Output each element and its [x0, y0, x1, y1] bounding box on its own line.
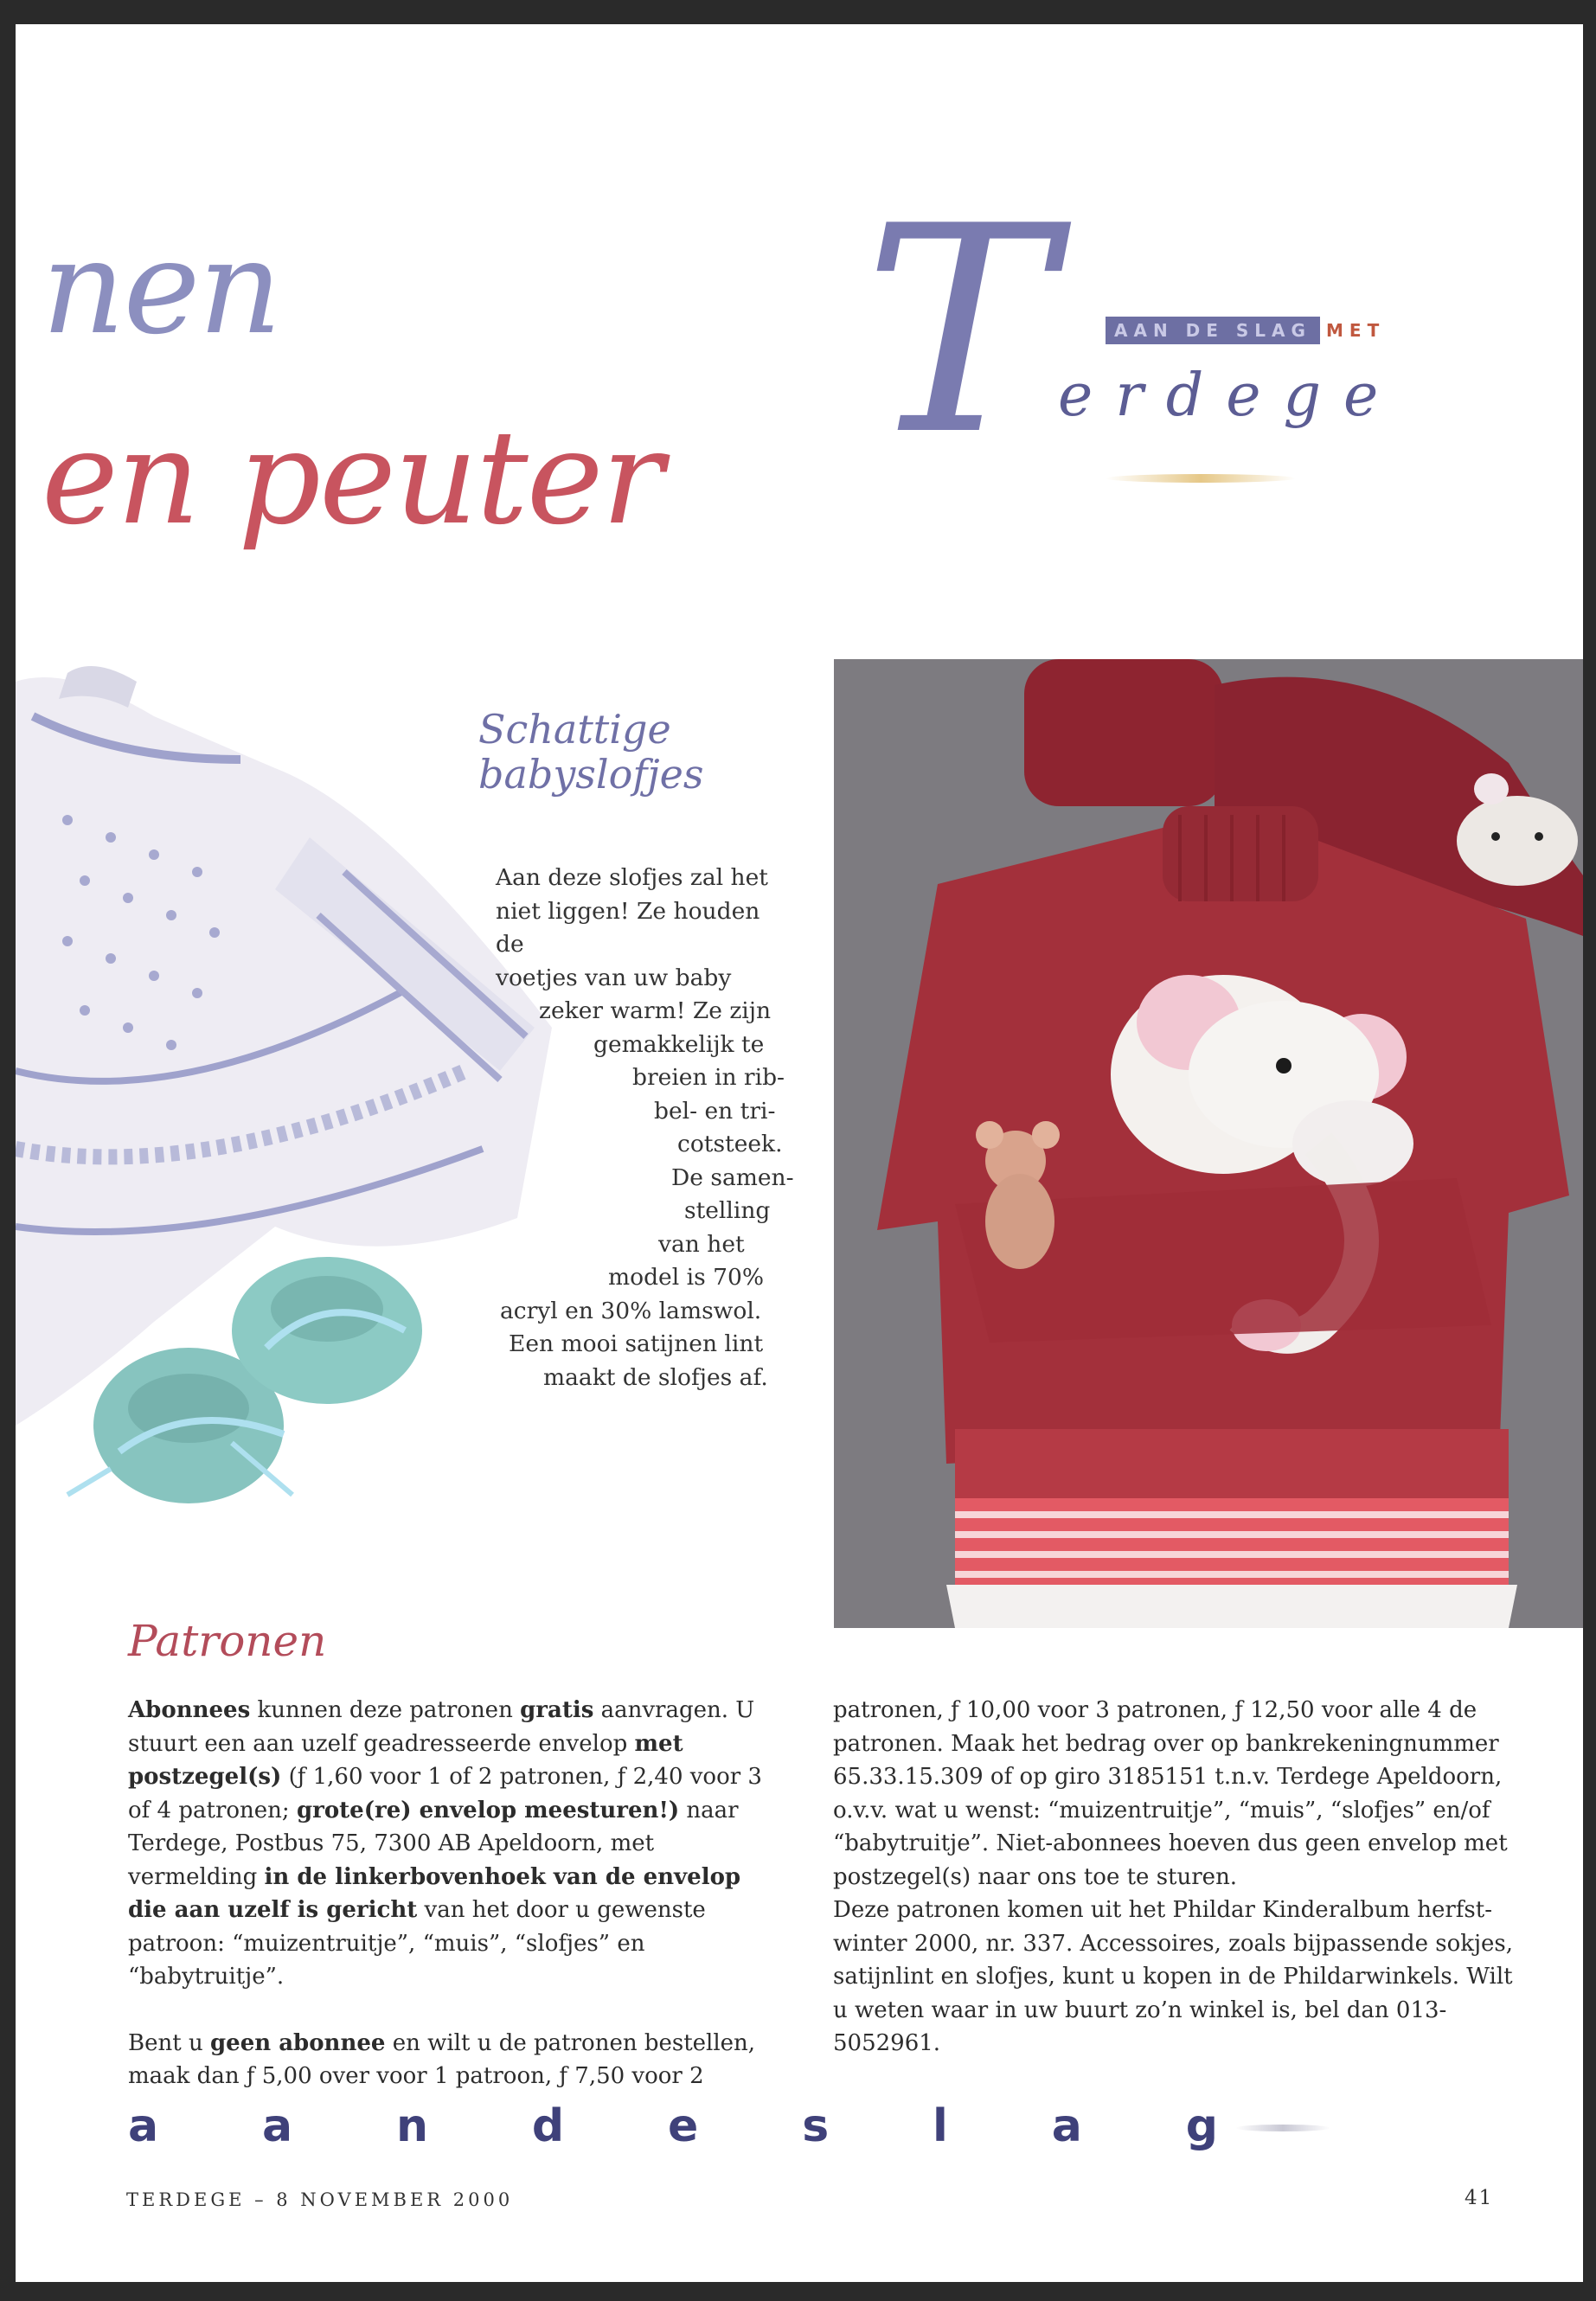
intro-line: acryl en 30% lamswol. [500, 1297, 762, 1324]
intro-line: maakt de slofjes af. [543, 1363, 768, 1391]
bold-text: gratis [520, 1697, 594, 1723]
bold-text: geen abonnee [209, 2029, 386, 2056]
banner-letter: d [531, 2100, 565, 2152]
banner-letter: e [668, 2100, 699, 2152]
photo-mouse-sweater [834, 659, 1583, 1628]
magazine-page [16, 24, 1583, 2282]
body-column-left [128, 1694, 785, 2093]
logo-tag: AAN DE SLAG [1106, 317, 1320, 344]
banner-letter: a [261, 2100, 293, 2152]
text: (ƒ 1,60 voor 1 of 2 patronen, ƒ 2,40 voor 3 of 4 patronen; [128, 1764, 762, 1823]
headline-line-1: nen [42, 213, 280, 363]
paragraph-geen-abonnee [128, 2027, 785, 2093]
banner-letter: a [128, 2100, 159, 2152]
text: Bent u [128, 2029, 210, 2056]
logo-name: erdege [1058, 362, 1401, 430]
intro-line: Aan deze slofjes zal het [496, 864, 768, 891]
intro-line: voetjes van uw baby [496, 964, 732, 991]
logo-initial: T [863, 165, 1054, 497]
banner-letter: n [395, 2100, 428, 2152]
terdege-logo [846, 165, 1469, 500]
banner-letter: s [802, 2100, 830, 2152]
text: kunnen deze patronen [250, 1697, 521, 1723]
intro-line: niet liggen! Ze houden de [496, 897, 760, 958]
bold-text: met postzegel(s) [128, 1730, 683, 1790]
intro-line: zeker warm! Ze zijn [539, 997, 772, 1024]
banner-letter: a [1051, 2100, 1082, 2152]
banner-letter: g [1185, 2100, 1218, 2152]
bold-text: grote(re) envelop meesturen!) [296, 1797, 680, 1823]
intro-line: bel- en tri- [654, 1097, 776, 1125]
banner-swoosh [1235, 2125, 1330, 2131]
subheading-line-1: Schattige [478, 706, 671, 753]
paragraph-prices: patronen, ƒ 10,00 voor 3 patronen, ƒ 12,50 voor alle 4 de patronen. Maak het bedrag over op bankrekeningnummer 65.33.15.309 of op giro 3185151 t.n.v. Terdege Apeldoorn, o.v.v. wat u wenst: “muizentruitje”, “muis”, “slofjes” en/of “babytruitje”. Niet-abonnees hoeven dus geen envelop met postzegel(s) naar ons toe te sturen. [833, 1697, 1508, 1890]
logo-swoosh [1106, 474, 1296, 483]
paragraph-abonnees [128, 1694, 785, 1994]
bold-text: in de linkerbovenhoek van de envelop die aan uzelf is gericht [128, 1863, 741, 1923]
intro-line: Een mooi satijnen lint [509, 1330, 764, 1357]
aan-de-slag-banner [128, 2100, 1218, 2152]
text: aanvragen. U stuurt een aan uzelf geadresseerde envelop [128, 1697, 755, 1757]
banner-letter: l [933, 2100, 948, 2152]
intro-line: model is 70% [608, 1264, 765, 1291]
intro-line: stelling [684, 1197, 771, 1224]
intro-line: gemakkelijk te [593, 1030, 765, 1058]
intro-line: van het [658, 1230, 745, 1258]
intro-line: De samen- [671, 1163, 794, 1191]
text: naar Terdege, Postbus 75, 7300 AB Apeldoorn, met vermelding [128, 1797, 739, 1890]
patronen-heading: Patronen [128, 1616, 327, 1666]
subheading [478, 708, 703, 797]
paragraph-phildar: Deze patronen komen uit het Phildar Kinderalbum herfst-winter 2000, nr. 337. Accessoires, zoals bijpassende sokjes, satijnlint en slofjes, kunt u kopen in de Phildarwinkels. Wilt u weten waar in uw buurt zo’n winkel is, bel dan 013-5052961. [833, 1897, 1514, 2056]
logo-met: MET [1326, 320, 1386, 341]
footer-publication: TERDEGE – 8 NOVEMBER 2000 [126, 2189, 514, 2210]
intro-text [465, 862, 794, 1394]
text: van het door u gewenste patroon: “muizentruitje”, “muis”, “slofjes” en “babytruitje”. [128, 1897, 706, 1990]
bold-text: Abonnees [128, 1697, 251, 1723]
headline-line-2: en peuter [42, 403, 663, 554]
intro-line: breien in rib- [632, 1064, 785, 1091]
intro-line: cotsteek. [677, 1131, 783, 1157]
page-number: 41 [1465, 2187, 1494, 2209]
text: en wilt u de patronen bestellen, maak dan ƒ 5,00 over voor 1 patroon, ƒ 7,50 voor 2 [128, 2029, 756, 2089]
body-column-right [833, 1694, 1516, 2061]
subheading-line-2: babyslofjes [478, 750, 704, 798]
